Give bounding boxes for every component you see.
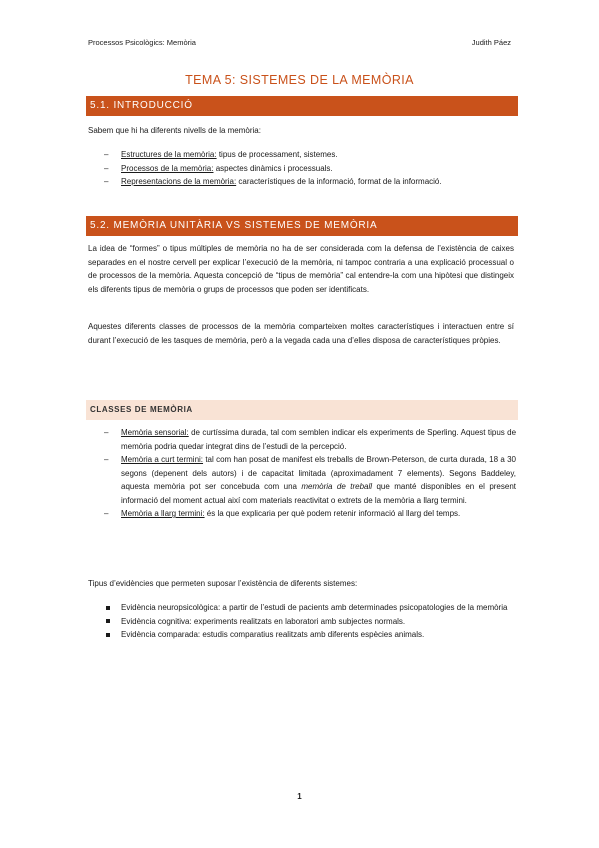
- list-item: [88, 148, 516, 162]
- square-bullet-icon: [106, 606, 110, 610]
- list-item: [88, 628, 516, 642]
- list-item: [88, 175, 516, 189]
- section-heading-introduction: 5.1. INTRODUCCIÓ: [86, 96, 518, 116]
- header-author: Judith Páez: [471, 38, 511, 47]
- square-bullet-icon: [106, 633, 110, 637]
- list-item-text: que manté disponibles en el present informació del moment actual així com materials reactivitat o extrets de la memòria a llarg termini.: [121, 482, 517, 505]
- dash-marker: –: [104, 150, 109, 159]
- list-item: [88, 162, 516, 176]
- list-item-text: tipus de processament, sistemes.: [216, 150, 338, 159]
- dash-marker: –: [104, 455, 109, 464]
- paragraph-1: La idea de “formes” o tipus múltiples de memòria no ha de ser considerada com la defensa de l’existència de caixes separades en el nostre cervell per explicar l’execució de la memòria, ni tampoc contraria a una explicació processual o de processos de la memòria. Aquesta concepció de “tipus de memòria” cal entendre-la com una hipòtesi que distingeix els diferents tipus de memòria o grups de processos que poden ser identificats.: [88, 244, 514, 294]
- evidence-list: [88, 601, 516, 642]
- memory-levels-list: [88, 148, 516, 189]
- list-item-text: Evidència neuropsicològica: a partir de l’estudi de pacients amb determinades psicopatologies de la memòria: [121, 603, 508, 612]
- intro-text: Sabem que hi ha diferents nivells de la memòria:: [88, 126, 261, 135]
- dash-marker: –: [104, 509, 109, 518]
- page-number: 1: [297, 792, 302, 801]
- dash-marker: –: [104, 163, 109, 173]
- list-item: [88, 426, 516, 453]
- list-item-term: Representacions de la memòria:: [121, 177, 237, 186]
- list-item-text: Evidència cognitiva: experiments realitzats en laboratori amb subjectes normals.: [121, 616, 406, 626]
- list-item-text: és la que explicaria per què podem retenir informació al llarg del temps.: [204, 509, 461, 518]
- list-item-text: Evidència comparada: estudis comparatius realitzats amb diferents espècies animals.: [121, 630, 425, 639]
- list-item: [88, 453, 516, 507]
- list-item-text: característiques de la informació, format de la informació.: [236, 177, 442, 186]
- list-item-text: de curtíssima durada, tal com semblen indicar els experiments de Sperling. Aquest tipus de memòria podria quedar integrat dins de l’estudi de la percepció.: [121, 428, 517, 451]
- list-item-term: Memòria sensorial:: [121, 428, 189, 437]
- list-item-term: Processos de la memòria:: [121, 163, 214, 173]
- square-bullet-icon: [106, 619, 110, 623]
- dash-marker: –: [104, 177, 109, 186]
- header-course-title: Processos Psicològics: Memòria: [88, 38, 196, 47]
- list-item-term: Memòria a llarg termini:: [121, 509, 205, 518]
- list-item: [88, 615, 516, 629]
- paragraph-2: Aquestes diferents classes de processos de la memòria comparteixen moltes característiques i interactuen entre sí durant l’execució de les tasques de memòria, però a la vegada cada una d’elles disposa de característiques pròpies.: [88, 322, 514, 345]
- dash-marker: –: [104, 428, 109, 437]
- list-item-text: tal com han posat de manifest els treballs de Brown-Peterson, de curta durada, 18 a 30 segons (depenent dels autors) i de capacitat limitada (aproximadament 7 elements). Segons Baddeley, aquesta memòria pot ser concebuda com una: [121, 455, 517, 491]
- list-item: [88, 601, 516, 615]
- page-title: TEMA 5: SISTEMES DE LA MEMÒRIA: [185, 73, 414, 87]
- section-heading-unitary-vs-systems: 5.2. MEMÒRIA UNITÀRIA VS SISTEMES DE MEMÒRIA: [86, 216, 518, 236]
- list-item-text: aspectes dinàmics i processuals.: [213, 163, 333, 173]
- list-item: [88, 507, 516, 521]
- list-item-italic: memòria de treball: [301, 482, 373, 491]
- list-item-term: Memòria a curt termini:: [121, 455, 204, 464]
- evidence-intro: Tipus d’evidències que permeten suposar l’existència de diferents sistemes:: [88, 579, 358, 588]
- memory-classes-list: [88, 426, 516, 521]
- subheading-memory-classes: CLASSES DE MEMÒRIA: [86, 400, 518, 420]
- list-item-term: Estructures de la memòria:: [121, 150, 217, 159]
